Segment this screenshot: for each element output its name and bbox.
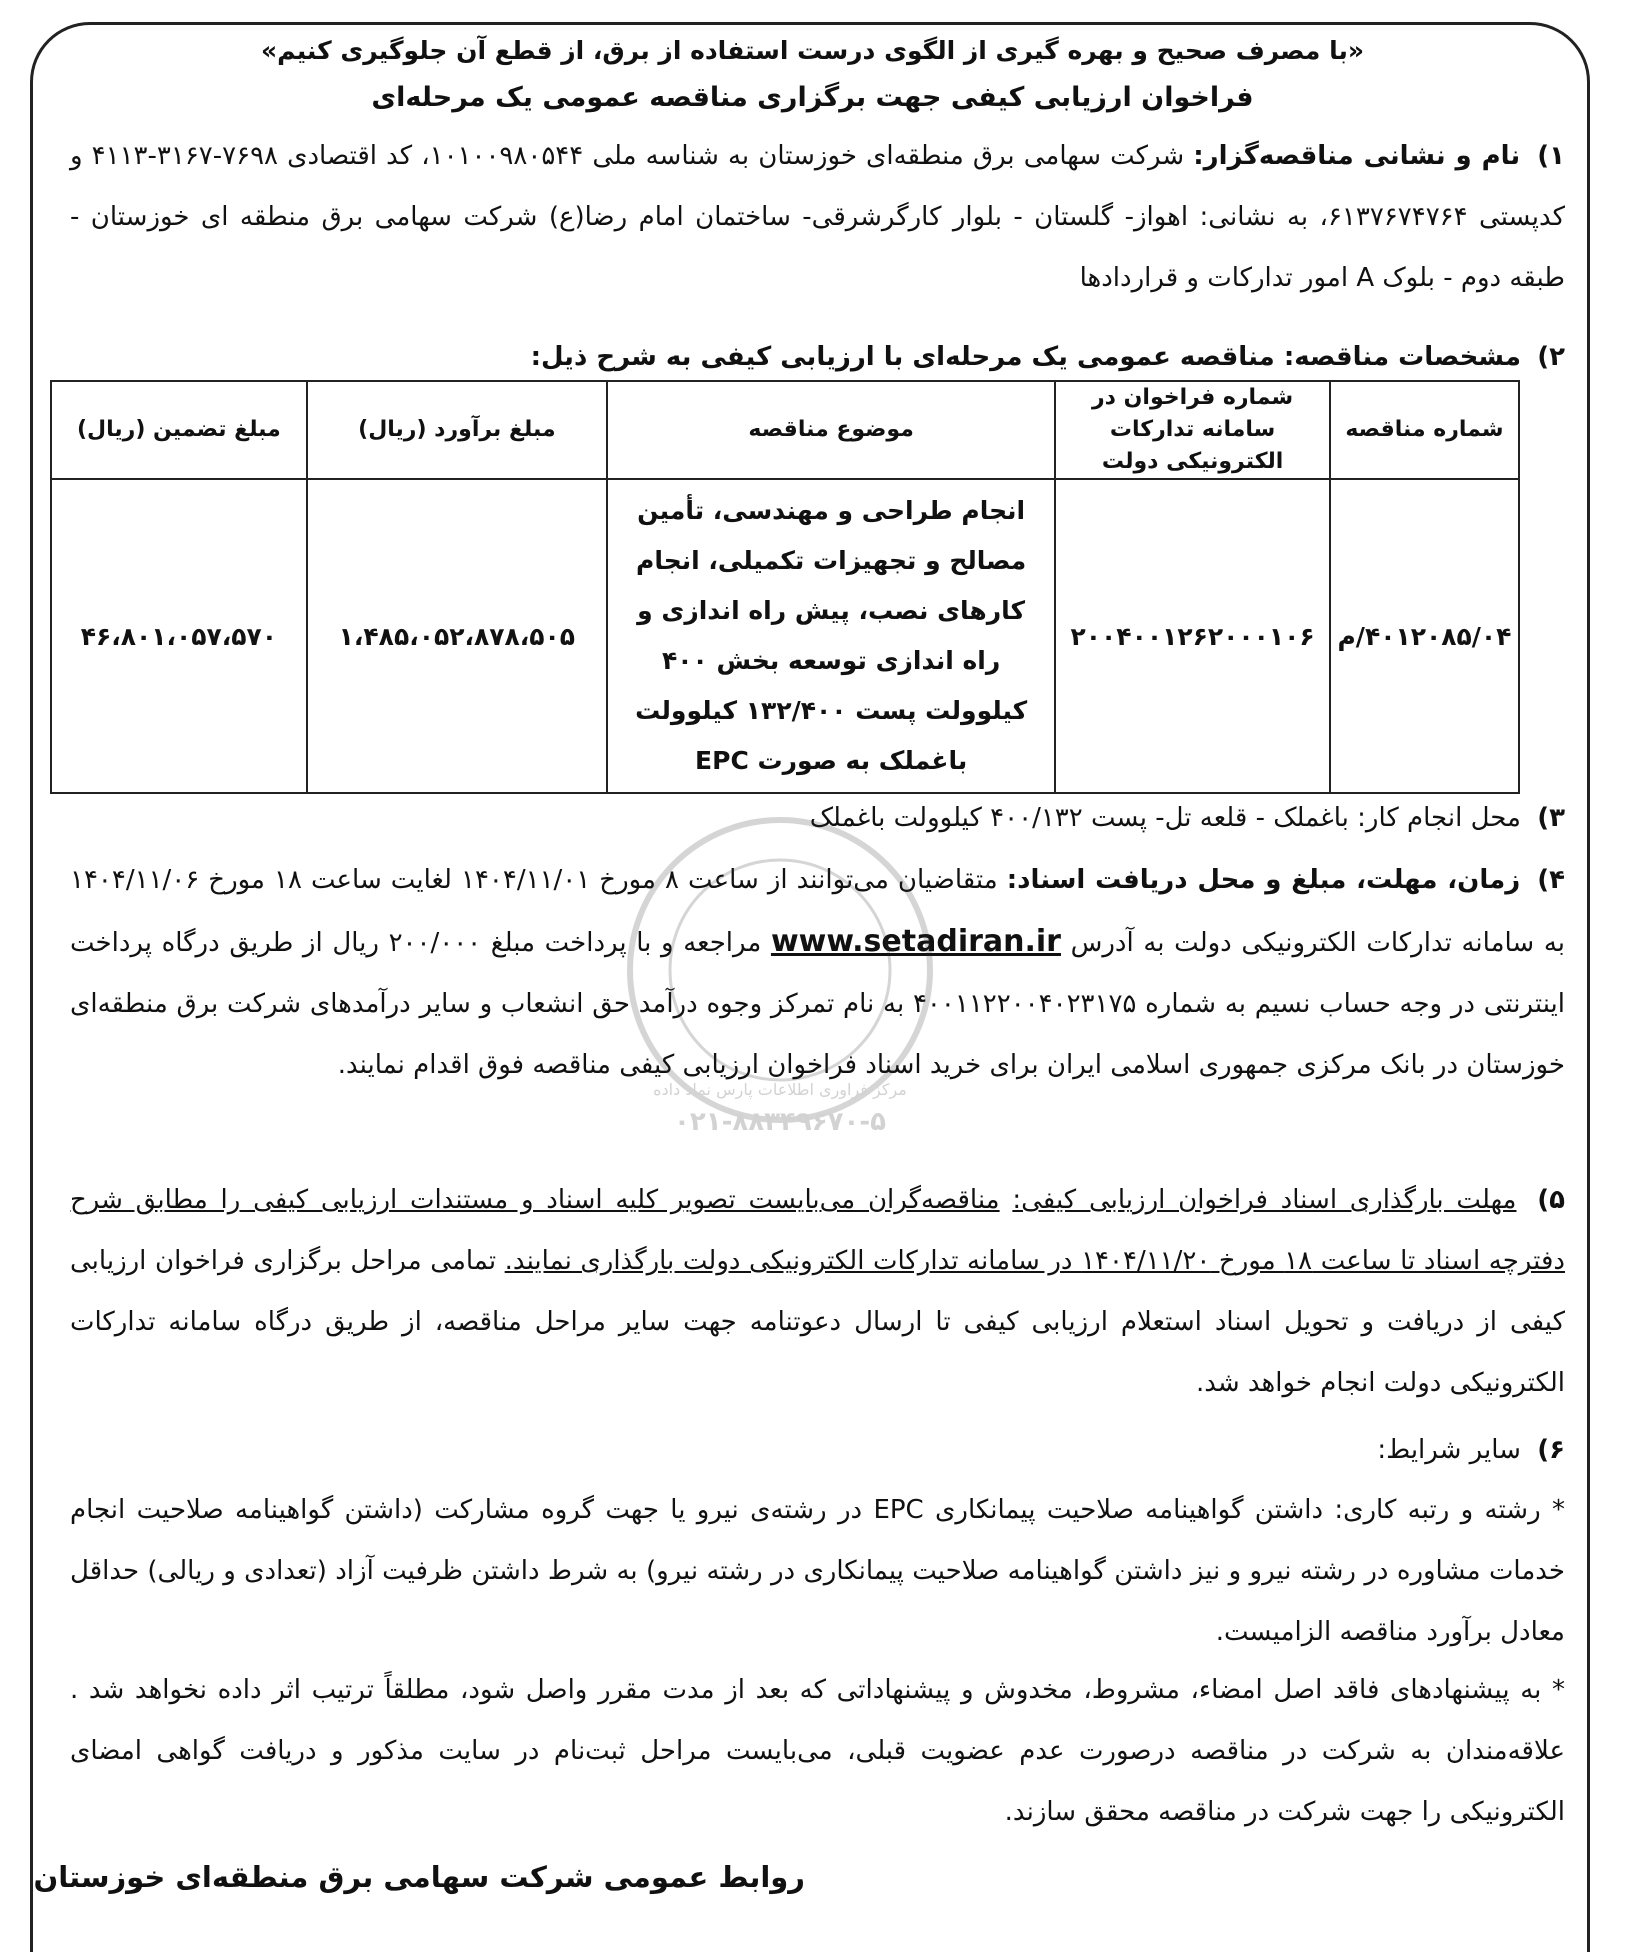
- header-tender-no: شماره مناقصه: [1330, 381, 1519, 479]
- tender-subject: انجام طراحی و مهندسی، تأمین مصالح و تجهیزات تکمیلی، انجام کارهای نصب، پیش راه اندازی و راه اندازی توسعه بخش ۴۰۰ کیلوولت پست ۱۳۲/۴۰۰ کیلوولت باغملک به صورت EPC: [607, 479, 1055, 793]
- section-number: ۶): [1537, 1435, 1565, 1465]
- section-text-underlined: مناقصه‌گران می‌بایست تصویر کلیه اسناد و مستندات ارزیابی کیفی را مطابق شرح دفترچه اسناد تا ساعت ۱۸ مورخ ۱۴۰۴/۱۱/۲۰ در سامانه تدارکات الکترونیکی دولت بارگذاری نمایند.: [70, 1185, 1565, 1276]
- section-number: ۳): [1537, 803, 1565, 833]
- section-3: [70, 788, 1565, 849]
- section-text: محل انجام کار: باغملک - قلعه تل- پست ۴۰۰/۱۳۲ کیلوولت باغملک: [809, 803, 1521, 833]
- slogan: «با مصرف صحیح و بهره گیری از الگوی درست استفاده از برق، از قطع آن جلوگیری کنیم»: [260, 36, 1365, 65]
- watermark-text-2: ۰۲۱-۸۸۳۴۹۶۷۰-۵: [673, 1107, 887, 1137]
- document-title: فراخوان ارزیابی کیفی جهت برگزاری مناقصه عمومی یک مرحله‌ای: [371, 82, 1254, 113]
- tender-number: ۴۰۱۲۰۸۵/۰۴/م: [1330, 479, 1519, 793]
- tender-table: [50, 380, 1520, 794]
- setadiran-link[interactable]: www.setadiran.ir: [770, 924, 1061, 959]
- section-text: مشخصات مناقصه: مناقصه عمومی یک مرحله‌ای با ارزیابی کیفی به شرح ذیل:: [530, 342, 1521, 372]
- header-guarantee: مبلغ تضمین (ریال): [51, 381, 307, 479]
- section-2: [70, 327, 1565, 388]
- section-text-a: متقاضیان می‌توانند از ساعت ۸ مورخ ۱۴۰۴/۱۱/۰۱ لغایت ساعت ۱۸ مورخ ۱۴۰۴/۱۱/۰۶ به سامانه تدارکات الکترونیکی دولت به آدرس: [70, 865, 1566, 958]
- condition-1: * رشته و رتبه کاری: داشتن گواهینامه صلاحیت پیمانکاری EPC در رشته‌ی نیرو یا جهت گروه مشارکت (داشتن گواهینامه صلاحیت انجام خدمات مشاوره در رشته نیرو و نیز داشتن گواهینامه صلاحیت پیمانکاری در رشته نیرو) به شرط داشتن ظرفیت آزاد (تعدادی و ریالی) حداقل معادل برآورد مناقصه الزامیست.: [70, 1495, 1565, 1647]
- section-label: زمان، مهلت، مبلغ و محل دریافت اسناد:: [1006, 865, 1521, 895]
- section-number: ۵): [1537, 1185, 1566, 1215]
- section-text-b: مراجعه و با پرداخت مبلغ ۲۰۰/۰۰۰ ریال از طریق درگاه پرداخت اینترنتی در وجه حساب نسیم به شماره ۴۰۰۱۱۲۲۰۰۴۰۲۳۱۷۵ به نام تمرکز وجوه درآمد حق انشعاب و سایر درآمدهای شرکت برق منطقه‌ای خوزستان در بانک مرکزی جمهوری اسلامی ایران برای خرید اسناد فراخوان ارزیابی کیفی مناقصه فوق اقدام نمایند.: [70, 928, 1566, 1080]
- call-number: ۲۰۰۴۰۰۱۲۶۲۰۰۰۱۰۶: [1055, 479, 1330, 793]
- table-row: [51, 479, 1519, 793]
- section-5: [70, 1170, 1565, 1414]
- header-call-no: شماره فراخوان در سامانه تدارکات الکترونیکی دولت: [1055, 381, 1330, 479]
- section-number: ۴): [1537, 865, 1565, 895]
- section-label: مهلت بارگذاری اسناد فراخوان ارزیابی کیفی:: [1012, 1185, 1517, 1215]
- section-6: [70, 1420, 1565, 1481]
- section-label: نام و نشانی مناقصه‌گزار:: [1193, 141, 1521, 171]
- guarantee-amount: ۴۶،۸۰۱،۰۵۷،۵۷۰: [51, 479, 307, 793]
- section-4: [70, 850, 1565, 1096]
- section-text: شرکت سهامی برق منطقه‌ای خوزستان به شناسه ملی ۱۰۱۰۰۹۸۰۵۴۴، کد اقتصادی ۷۶۹۸-۳۱۶۷-۴۱۱۳ و کدپستی ۶۱۳۷۶۷۴۷۶۴، به نشانی: اهواز- گلستان - بلوار کارگرشرقی- ساختمان امام رضا(ع) شرکت سهامی برق منطقه ای خوزستان - طبقه دوم - بلوک A امور تدارکات و قراردادها: [70, 141, 1565, 293]
- estimate-amount: ۱،۴۸۵،۰۵۲،۸۷۸،۵۰۵: [307, 479, 607, 793]
- section-text: تمامی مراحل برگزاری فراخوان ارزیابی کیفی از دریافت و تحویل اسناد استعلام ارزیابی کیفی تا ارسال دعوتنامه جهت سایر مراحل مناقصه، از طریق درگاه سامانه تدارکات الکترونیکی دولت انجام خواهد شد.: [70, 1246, 1565, 1398]
- header-estimate: مبلغ برآورد (ریال): [307, 381, 607, 479]
- watermark-text-1: مرکز فراوری اطلاعات پارس نماد داده: [653, 1080, 907, 1099]
- section-number: ۱): [1537, 141, 1566, 171]
- signature: روابط عمومی شرکت سهامی برق منطقه‌ای خوزستان: [33, 1860, 805, 1894]
- header-subject: موضوع مناقصه: [607, 381, 1055, 479]
- table-header-row: [51, 381, 1519, 479]
- section-label: سایر شرایط:: [1377, 1435, 1521, 1465]
- section-number: ۲): [1537, 342, 1565, 372]
- condition-2: * به پیشنهادهای فاقد اصل امضاء، مشروط، مخدوش و پیشنهاداتی که بعد از مدت مقرر واصل شود، مطلقاً ترتیب اثر داده نخواهد شد . علاقه‌مندان به شرکت در مناقصه درصورت عدم عضویت قبلی، می‌بایست مراحل ثبت‌نام در سایت مذکور و دریافت گواهی امضای الکترونیکی را جهت شرکت در مناقصه محقق سازند.: [70, 1675, 1565, 1827]
- section-1: [70, 126, 1565, 309]
